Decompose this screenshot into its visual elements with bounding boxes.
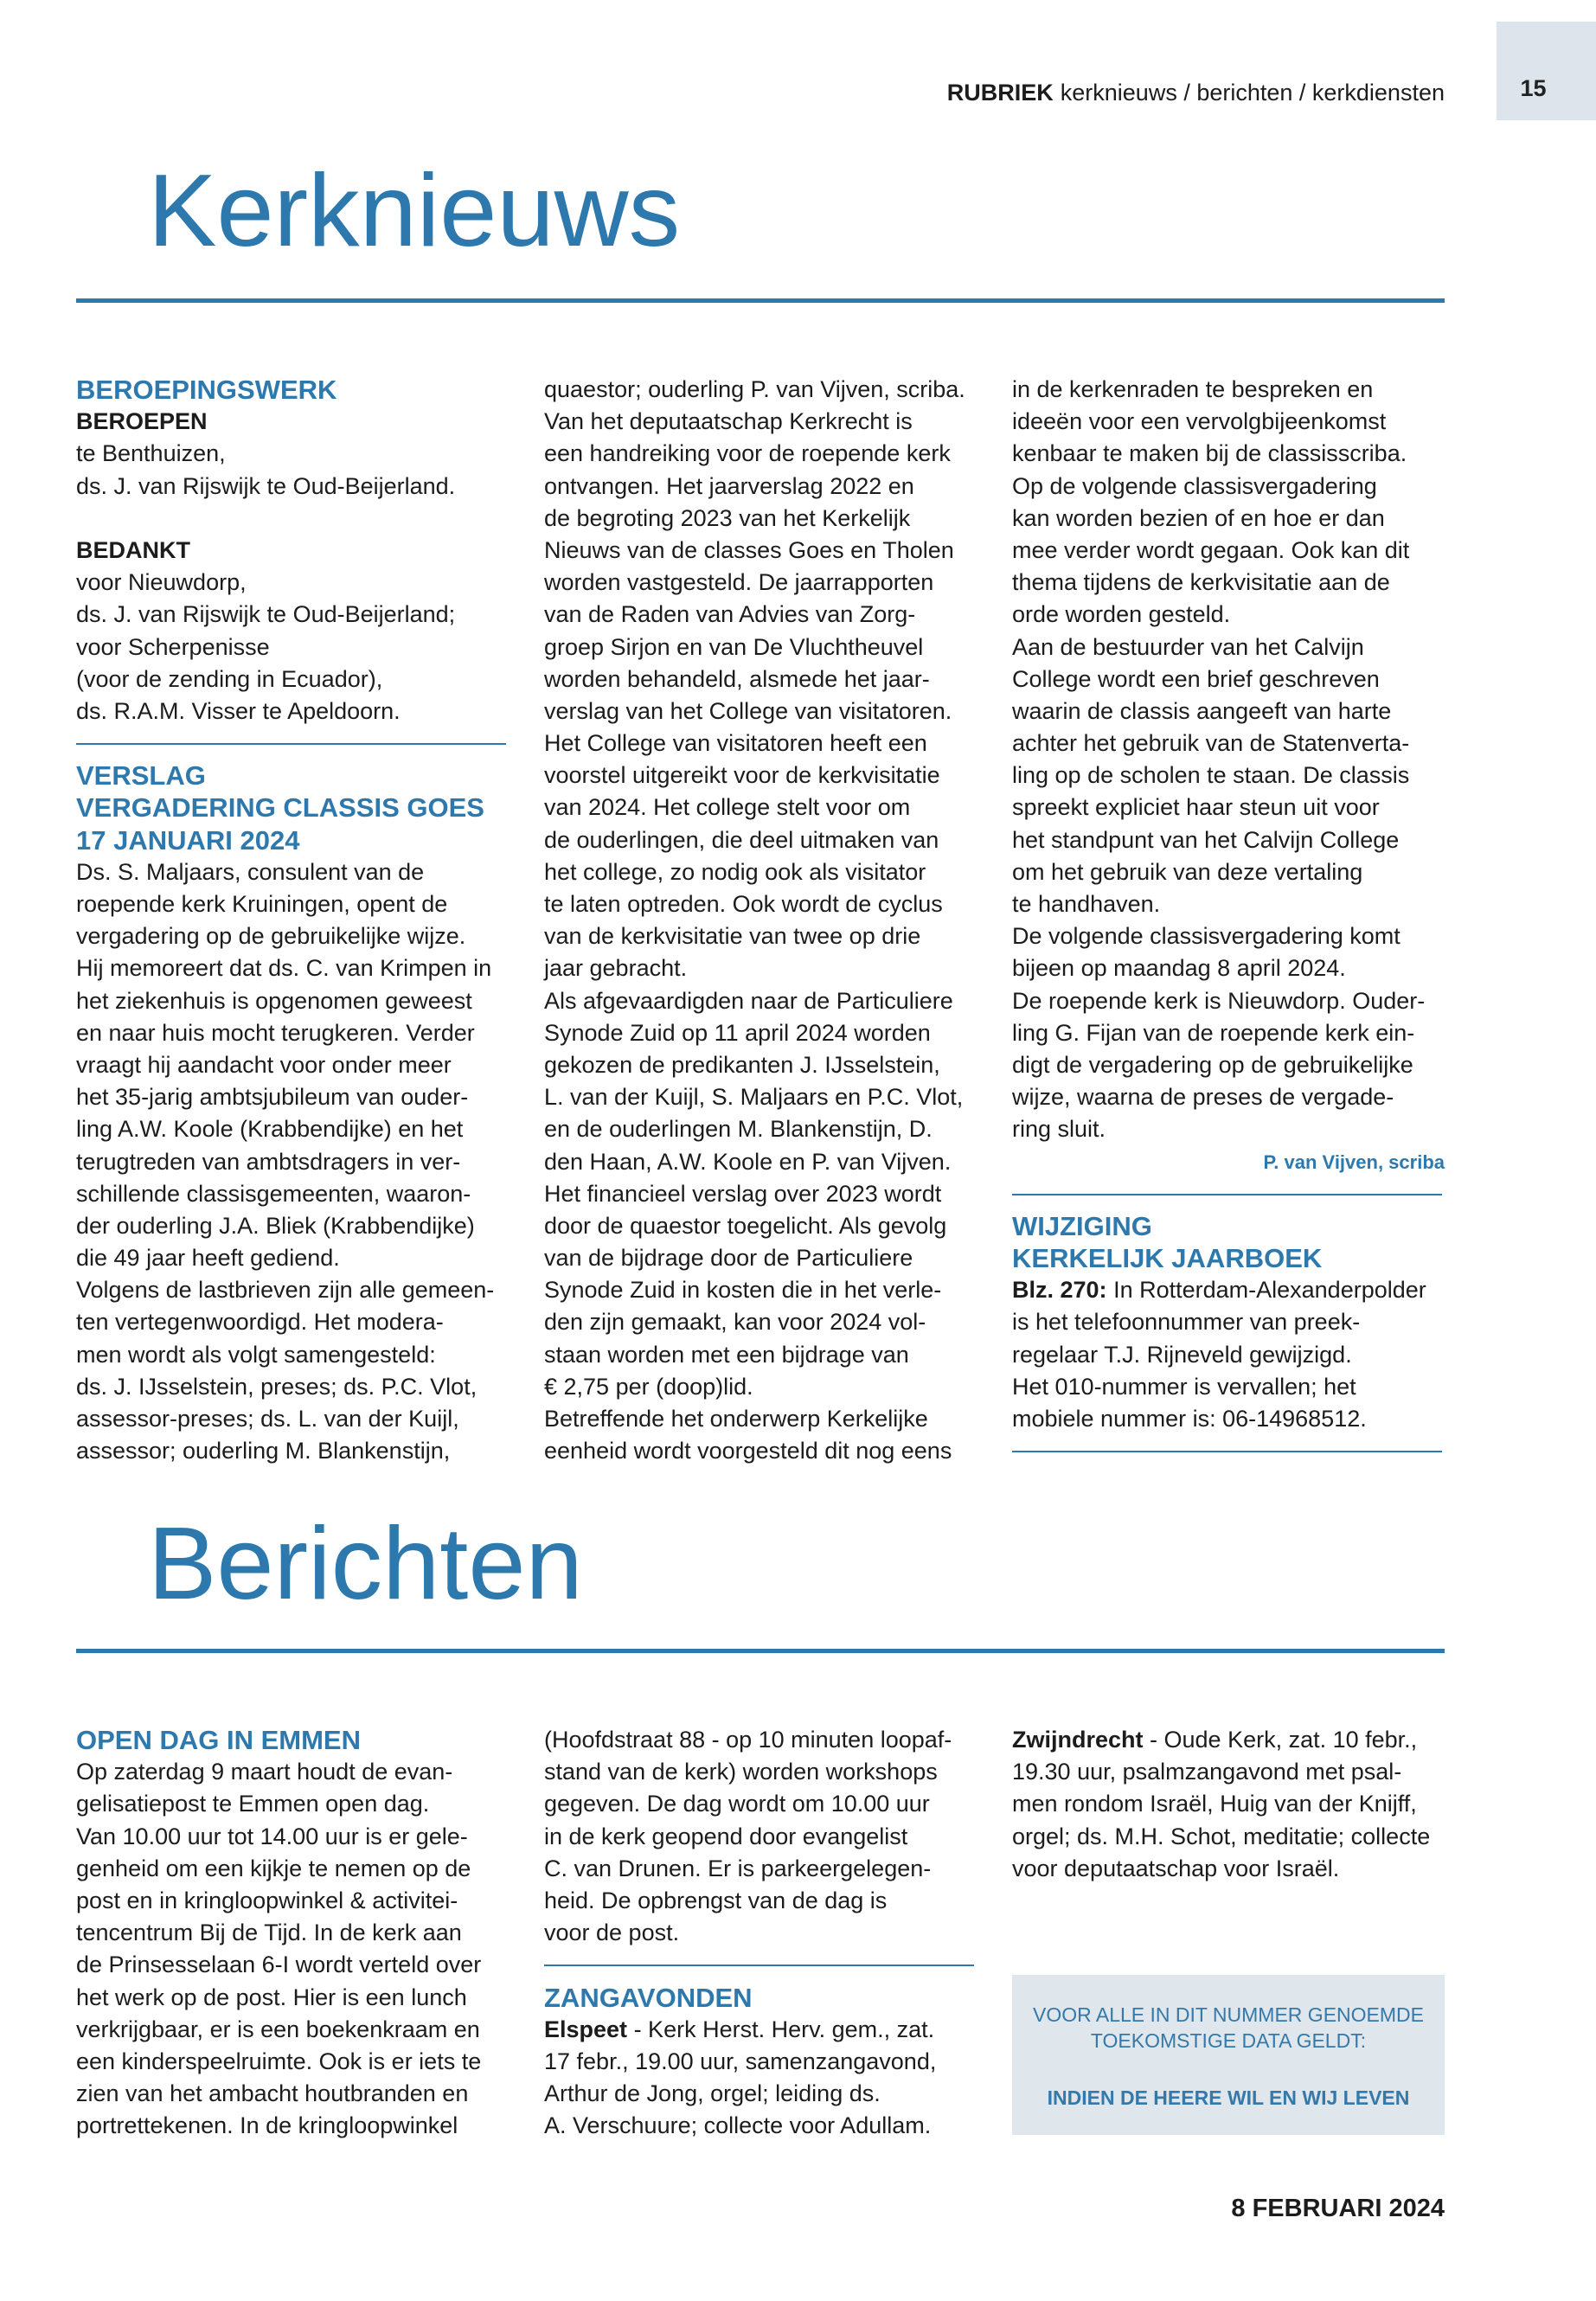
text-line: digt de vergadering op de gebruikelijke xyxy=(1012,1051,1413,1078)
text-line: voor Scherpenisse xyxy=(76,633,270,660)
text-line: van de bijdrage door de Particuliere xyxy=(544,1245,913,1272)
text-line: € 2,75 per (doop)lid. xyxy=(544,1373,753,1400)
text-line: ontvangen. Het jaarverslag 2022 en xyxy=(544,472,914,499)
subsection-label: BEDANKT xyxy=(76,536,190,563)
text-line: L. van der Kuijl, S. Maljaars en P.C. Vlot, xyxy=(544,1084,964,1111)
text-line: Als afgevaardigden naar de Particuliere xyxy=(544,987,953,1014)
kerknieuws-title: Kerknieuws xyxy=(148,153,681,268)
section-divider xyxy=(76,727,509,760)
text-line: ling G. Fijan van de roepende kerk ein- xyxy=(1012,1019,1415,1046)
text-line: Van het deputaatschap Kerkrecht is xyxy=(544,408,913,435)
text-line: voor Nieuwdorp, xyxy=(76,569,247,596)
text-line xyxy=(1012,1274,1445,1306)
text-line: Het financieel verslag over 2023 wordt xyxy=(544,1180,942,1207)
text-line: het college, zo nodig ook als visitator xyxy=(544,858,926,885)
text-line: Ds. S. Maljaars, consulent van de xyxy=(76,858,425,885)
text-line: worden vastgesteld. De jaarrapporten xyxy=(544,569,934,596)
text-line: voorstel uitgereikt voor de kerkvisitatie xyxy=(544,762,940,789)
text-line: ds. J. van Rijswijk te Oud-Beijerland; xyxy=(76,601,456,628)
text-line: te laten optreden. Ook wordt de cyclus xyxy=(544,891,943,917)
text-line: (Hoofdstraat 88 - op 10 minuten loopaf- xyxy=(544,1727,952,1753)
text-line: wijze, waarna de preses de vergade- xyxy=(1012,1084,1394,1111)
text-line: een kinderspeelruimte. Ook is er iets te xyxy=(76,2048,482,2074)
text-line: het werk op de post. Hier is een lunch xyxy=(76,1984,467,2010)
text-line: ideeën voor een vervolgbijeenkomst xyxy=(1012,408,1387,435)
text-line: gegeven. De dag wordt om 10.00 uur xyxy=(544,1791,930,1817)
text-line: portrettekenen. In de kringloopwinkel xyxy=(76,2112,458,2139)
text-line: ds. R.A.M. Visser te Apeldoorn. xyxy=(76,697,401,724)
text-line: is het telefoonnummer van preek- xyxy=(1012,1309,1361,1336)
text-line: ling op de scholen te staan. De classis xyxy=(1012,762,1410,789)
text-line: assessor; ouderling M. Blankenstijn, xyxy=(76,1438,451,1465)
text-line: Aan de bestuurder van het Calvijn xyxy=(1012,633,1364,660)
text-line: 19.30 uur, psalmzangavond met psal- xyxy=(1012,1759,1402,1785)
section-heading: ZANGAVONDEN xyxy=(544,1982,753,2013)
section-heading: KERKELIJK JAARBOEK xyxy=(1012,1243,1323,1274)
text-line: A. Verschuure; collecte voor Adullam. xyxy=(544,2112,932,2139)
notice-line-1: VOOR ALLE IN DIT NUMMER GENOEMDE xyxy=(1033,2003,1424,2026)
text-line: zien van het ambacht houtbranden en xyxy=(76,2080,469,2107)
text-line: men wordt als volgt samengesteld: xyxy=(76,1341,436,1368)
text-line: Synode Zuid op 11 april 2024 worden xyxy=(544,1019,931,1046)
text-line: thema tijdens de kerkvisitatie aan de xyxy=(1012,569,1390,596)
berichten-column-3 xyxy=(1012,1724,1445,1885)
lead-term: Elspeet xyxy=(544,2016,628,2042)
kerknieuws-column-3 xyxy=(1012,374,1445,1467)
text-line: in de kerk geopend door evangelist xyxy=(544,1823,908,1849)
text-line: den Haan, A.W. Koole en P. van Vijven. xyxy=(544,1148,952,1175)
text-line: orgel; ds. M.H. Schot, meditatie; collecte xyxy=(1012,1823,1431,1849)
berichten-column-1 xyxy=(76,1724,509,2142)
kerknieuws-title-rule xyxy=(76,298,1445,303)
text-line: bijeen op maandag 8 april 2024. xyxy=(1012,955,1346,982)
text-line: den zijn gemaakt, kan voor 2024 vol- xyxy=(544,1309,926,1336)
divider-line xyxy=(1012,1194,1442,1195)
text-line: Op zaterdag 9 maart houdt de evan- xyxy=(76,1759,453,1785)
section-heading: 17 JANUARI 2024 xyxy=(76,824,300,856)
line-text: - Kerk Herst. Herv. gem., zat. xyxy=(633,2016,935,2042)
text-line: (voor de zending in Ecuador), xyxy=(76,665,383,692)
text-line: voor de post. xyxy=(544,1920,680,1946)
berichten-column-2 xyxy=(544,1724,977,2142)
text-line: roepende kerk Kruiningen, opent de xyxy=(76,891,448,917)
text-line: post en in kringloopwinkel & activitei- xyxy=(76,1887,458,1913)
notice-box xyxy=(1012,1975,1445,2135)
blank-line xyxy=(76,503,509,535)
text-line: mobiele nummer is: 06-14968512. xyxy=(1012,1406,1367,1432)
text-line: terugtreden van ambtsdragers in ver- xyxy=(76,1148,461,1175)
text-line: gekozen de predikanten J. IJsselstein, xyxy=(544,1051,940,1078)
text-line: Hij memoreert dat ds. C. van Krimpen in xyxy=(76,955,492,982)
notice-emphasis: INDIEN DE HEERE WIL EN WIJ LEVEN xyxy=(1047,2086,1410,2109)
text-line: groep Sirjon en van De Vluchtheuvel xyxy=(544,633,924,660)
text-line: ds. J. van Rijswijk te Oud-Beijerland. xyxy=(76,472,456,499)
issue-date: 8 FEBRUARI 2024 xyxy=(1231,2195,1445,2222)
text-line: Betreffende het onderwerp Kerkelijke xyxy=(544,1406,928,1432)
text-line: het ziekenhuis is opgenomen geweest xyxy=(76,987,472,1014)
text-line: achter het gebruik van de Statenverta- xyxy=(1012,730,1410,757)
text-line: verslag van het College van visitatoren. xyxy=(544,697,952,724)
text-line: heid. De opbrengst van de dag is xyxy=(544,1887,888,1913)
text-line: men rondom Israël, Huig van der Knijff, xyxy=(1012,1791,1417,1817)
line-text: In Rotterdam-Alexanderpolder xyxy=(1113,1277,1426,1304)
text-line: stand van de kerk) worden workshops xyxy=(544,1759,938,1785)
text-line: regelaar T.J. Rijneveld gewijzigd. xyxy=(1012,1341,1352,1368)
berichten-title: Berichten xyxy=(148,1506,583,1621)
text-line: te Benthuizen, xyxy=(76,440,226,467)
text-line: jaar gebracht. xyxy=(544,955,688,982)
text-line: de ouderlingen, die deel uitmaken van xyxy=(544,826,939,853)
text-line: staan worden met een bijdrage van xyxy=(544,1341,909,1368)
rubric-label: RUBRIEK xyxy=(946,80,1054,106)
berichten-title-rule xyxy=(76,1649,1445,1653)
text-line: het standpunt van het Calvijn College xyxy=(1012,826,1400,853)
section-heading: VERGADERING CLASSIS GOES xyxy=(76,792,484,824)
text-line: ling A.W. Koole (Krabbendijke) en het xyxy=(76,1116,464,1143)
text-line: en naar huis mocht terugkeren. Verder xyxy=(76,1019,475,1046)
text-line: De volgende classisvergadering komt xyxy=(1012,923,1401,950)
text-line: die 49 jaar heeft gediend. xyxy=(76,1245,340,1272)
text-line: C. van Drunen. Er is parkeergelegen- xyxy=(544,1855,932,1881)
text-line: van 2024. Het college stelt voor om xyxy=(544,794,911,821)
text-line: verkrijgbaar, er is een boekenkraam en xyxy=(76,2016,480,2042)
page-number: 15 xyxy=(1520,75,1547,101)
text-line: vergadering op de gebruikelijke wijze. xyxy=(76,923,466,950)
page-number-tab xyxy=(1497,22,1596,120)
text-line: kan worden bezien of en hoe er dan xyxy=(1012,504,1385,531)
lead-term: Blz. 270: xyxy=(1012,1277,1107,1304)
text-line: Van 10.00 uur tot 14.00 uur is er gele- xyxy=(76,1823,468,1849)
text-line: genheid om een kijkje te nemen op de xyxy=(76,1855,471,1881)
text-line: 17 febr., 19.00 uur, samenzangavond, xyxy=(544,2048,937,2074)
text-line: de begroting 2023 van het Kerkelijk xyxy=(544,504,911,531)
text-line: een handreiking voor de roepende kerk xyxy=(544,440,951,467)
text-line: De roepende kerk is Nieuwdorp. Ouder- xyxy=(1012,987,1426,1014)
text-line: kenbaar te maken bij de classisscriba. xyxy=(1012,440,1407,467)
section-heading: BEROEPINGSWERK xyxy=(76,375,337,405)
text-line: tencentrum Bij de Tijd. In de kerk aan xyxy=(76,1920,462,1946)
text-line: ten vertegenwoordigd. Het modera- xyxy=(76,1309,444,1336)
text-line: en de ouderlingen M. Blankenstijn, D. xyxy=(544,1116,933,1143)
notice-line-2: TOEKOMSTIGE DATA GELDT: xyxy=(1090,2029,1367,2052)
text-line: spreekt expliciet haar steun uit voor xyxy=(1012,794,1380,821)
text-line: gelisatiepost te Emmen open dag. xyxy=(76,1791,430,1817)
section-heading: VERSLAG xyxy=(76,760,206,792)
text-line: ds. J. IJsselstein, preses; ds. P.C. Vlot, xyxy=(76,1373,478,1400)
text-line: Synode Zuid in kosten die in het verle- xyxy=(544,1277,942,1304)
divider-line xyxy=(76,743,506,745)
text-line: ring sluit. xyxy=(1012,1116,1106,1143)
text-line: Arthur de Jong, orgel; leiding ds. xyxy=(544,2080,881,2107)
text-line: in de kerkenraden te bespreken en xyxy=(1012,376,1374,402)
text-line: quaestor; ouderling P. van Vijven, scriba. xyxy=(544,376,965,402)
divider-line xyxy=(544,1965,974,1966)
text-line xyxy=(544,2014,977,2046)
text-line: vraagt hij aandacht voor onder meer xyxy=(76,1051,452,1078)
text-line: Het College van visitatoren heeft een xyxy=(544,730,927,757)
text-line: voor deputaatschap voor Israël. xyxy=(1012,1855,1340,1881)
author-signature: P. van Vijven, scriba xyxy=(1263,1150,1445,1173)
section-heading: OPEN DAG IN EMMEN xyxy=(76,1725,361,1755)
text-line: van de Raden van Advies van Zorg- xyxy=(544,601,916,628)
kerknieuws-column-2 xyxy=(544,374,977,1467)
text-line: de Prinsesselaan 6-I wordt verteld over xyxy=(76,1952,482,1978)
section-divider xyxy=(1012,1178,1445,1210)
text-line: College wordt een brief geschreven xyxy=(1012,665,1380,692)
subsection-label: BEROEPEN xyxy=(76,408,208,435)
text-line: Het 010-nummer is vervallen; het xyxy=(1012,1373,1356,1400)
rubric-topics: kerknieuws / berichten / kerkdiensten xyxy=(1060,80,1445,106)
text-line: eenheid wordt voorgesteld dit nog eens xyxy=(544,1438,952,1465)
kerknieuws-column-1 xyxy=(76,374,509,1467)
lead-term: Zwijndrecht xyxy=(1012,1727,1144,1753)
text-line: te handhaven. xyxy=(1012,891,1161,917)
text-line: door de quaestor toegelicht. Als gevolg xyxy=(544,1212,947,1239)
text-line: Op de volgende classisvergadering xyxy=(1012,472,1377,499)
text-line: Nieuws van de classes Goes en Tholen xyxy=(544,536,954,563)
section-heading: WIJZIGING xyxy=(1012,1210,1152,1241)
section-divider xyxy=(544,1949,977,1981)
text-line: waarin de classis aangeeft van harte xyxy=(1012,697,1392,724)
text-line: Volgens de lastbrieven zijn alle gemeen- xyxy=(76,1277,495,1304)
text-line: assessor-preses; ds. L. van der Kuijl, xyxy=(76,1406,459,1432)
line-text: - Oude Kerk, zat. 10 febr., xyxy=(1150,1727,1418,1753)
text-line: mee verder wordt gegaan. Ook kan dit xyxy=(1012,536,1410,563)
text-line: der ouderling J.A. Bliek (Krabbendijke) xyxy=(76,1212,475,1239)
text-line: worden behandeld, alsmede het jaar- xyxy=(544,665,930,692)
text-line: van de kerkvisitatie van twee op drie xyxy=(544,923,921,950)
text-line: schillende classisgemeenten, waaron- xyxy=(76,1180,471,1207)
text-line xyxy=(1012,1724,1445,1756)
text-line: orde worden gesteld. xyxy=(1012,601,1231,628)
divider-line xyxy=(1012,1451,1442,1452)
text-line: het 35-jarig ambtsjubileum van ouder- xyxy=(76,1084,469,1111)
running-header xyxy=(947,79,1445,106)
text-line: om het gebruik van deze vertaling xyxy=(1012,858,1363,885)
section-divider xyxy=(1012,1435,1445,1467)
